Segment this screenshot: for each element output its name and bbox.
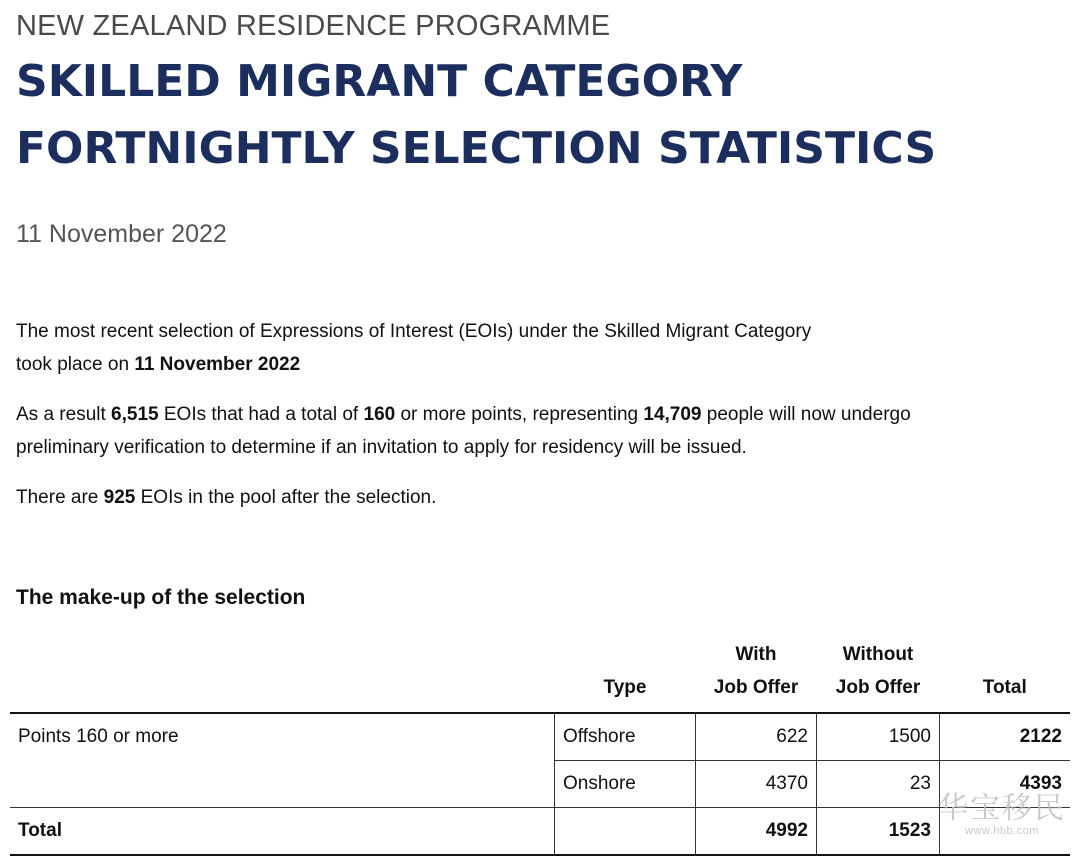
row-total: 2122	[940, 713, 1071, 761]
header-with-job-offer	[696, 638, 817, 713]
row-without-job-offer: 23	[817, 761, 940, 808]
watermark-logo	[938, 793, 1066, 837]
programme-kicker: NEW ZEALAND RESIDENCE PROGRAMME	[16, 10, 611, 42]
watermark-text: 华宝移民	[938, 791, 1066, 826]
p3-text-2: EOIs in the pool after the selection.	[135, 487, 437, 508]
header-type: Type	[555, 638, 696, 713]
p2-text-4: people will now undergo	[701, 404, 911, 425]
p1-date: 11 November 2022	[134, 354, 301, 375]
total-type-empty	[555, 808, 696, 856]
intro-paragraph-2	[16, 398, 911, 464]
p1-prefix: took place on	[16, 354, 135, 375]
row-type: Onshore	[555, 761, 696, 808]
p3-pool-count: 925	[103, 487, 136, 508]
row-with-job-offer: 4370	[696, 761, 817, 808]
row-with-job-offer: 622	[696, 713, 817, 761]
watermark-url: www.hbb.com	[965, 825, 1039, 837]
table-total-row	[10, 808, 1070, 856]
p2-text-1: As a result	[16, 404, 112, 425]
total-without-job-offer: 1523	[817, 808, 940, 856]
p1-line-1: The most recent selection of Expressions of Interest (EOIs) under the Skilled Migrant Category	[16, 321, 812, 342]
group-label: Points 160 or more	[18, 726, 179, 748]
p2-line-2: preliminary verification to determine if an invitation to apply for residency will be issued.	[16, 437, 747, 458]
intro-paragraph-3	[16, 481, 436, 514]
table-row	[10, 761, 1070, 808]
row-without-job-offer: 1500	[817, 713, 940, 761]
p2-text-2: EOIs that had a total of	[158, 404, 364, 425]
section-heading: The make-up of the selection	[16, 586, 306, 609]
p2-people-count: 14,709	[643, 404, 702, 425]
group-label-empty	[10, 761, 555, 808]
header-without-line-1: Without	[842, 644, 914, 665]
p3-text-1: There are	[16, 487, 104, 508]
p2-points: 160	[363, 404, 396, 425]
header-total: Total	[940, 638, 1071, 713]
p2-text-3: or more points, representing	[395, 404, 644, 425]
selection-date: 11 November 2022	[16, 220, 227, 248]
row-type: Offshore	[555, 713, 696, 761]
header-blank	[10, 638, 555, 713]
header-with-line-2: Job Offer	[713, 677, 799, 698]
total-label: Total	[10, 808, 555, 856]
table-row	[10, 713, 1070, 761]
intro-paragraph-1	[16, 315, 811, 381]
header-with-line-1: With	[735, 644, 777, 665]
header-without-line-2: Job Offer	[835, 677, 921, 698]
title-line-1: SKILLED MIGRANT CATEGORY	[16, 56, 743, 107]
row-total: 4393	[940, 761, 1071, 808]
table-header-row	[10, 638, 1070, 713]
p2-eoi-count: 6,515	[111, 404, 159, 425]
header-without-job-offer	[817, 638, 940, 713]
title-line-2: FORTNIGHTLY SELECTION STATISTICS	[16, 123, 937, 174]
total-with-job-offer: 4992	[696, 808, 817, 856]
selection-table	[10, 638, 1070, 856]
